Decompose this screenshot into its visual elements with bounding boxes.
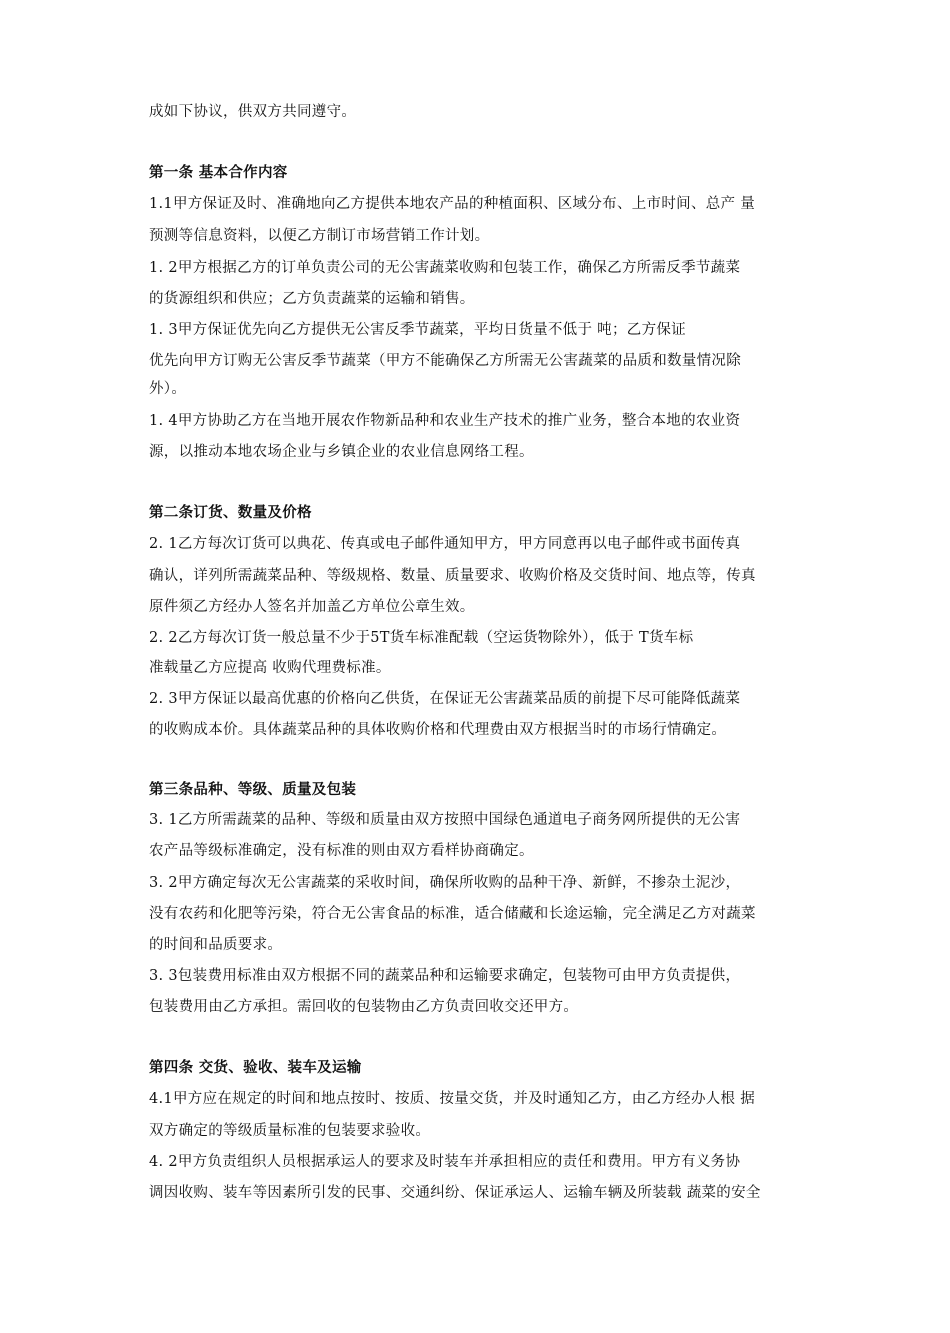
section-1-heading: 第一条 基本合作内容 bbox=[149, 165, 288, 181]
section-2-line: 确认，详列所需蔬菜品种、等级规格、数量、质量要求、收购价格及交货时间、地点等，传真 bbox=[149, 568, 756, 584]
section-2-heading: 第二条订货、数量及价格 bbox=[149, 505, 312, 521]
section-3-line: 包装费用由乙方承担。需回收的包装物由乙方负责回收交还甲方。 bbox=[149, 999, 579, 1015]
section-4-line: 4.1甲方应在规定的时间和地点按时、按质、按量交货，并及时通知乙方，由乙方经办人根 据 bbox=[149, 1091, 756, 1107]
section-1-line: 源，以推动本地农场企业与乡镇企业的农业信息网络工程。 bbox=[149, 444, 534, 460]
section-3-line: 的时间和品质要求。 bbox=[149, 937, 283, 953]
section-1-line: 1. 2甲方根据乙方的订单负责公司的无公害蔬菜收购和包装工作，确保乙方所需反季节蔬菜 bbox=[149, 260, 741, 276]
section-4-line: 4. 2甲方负责组织人员根据承运人的要求及时装车并承担相应的责任和费用。甲方有义务协 bbox=[149, 1154, 741, 1170]
section-3-line: 3. 1乙方所需蔬菜的品种、等级和质量由双方按照中国绿色通道电子商务网所提供的无公害 bbox=[149, 812, 741, 828]
section-4-line: 调因收购、装车等因素所引发的民事、交通纠纷、保证承运人、运输车辆及所装载 蔬菜的安全 bbox=[149, 1185, 761, 1201]
section-1-line: 1.1甲方保证及时、准确地向乙方提供本地农产品的种植面积、区域分布、上市时间、总产 量 bbox=[149, 196, 756, 212]
section-3-heading: 第三条品种、等级、质量及包装 bbox=[149, 782, 357, 798]
section-1-line: 外）。 bbox=[149, 381, 187, 397]
section-1-line: 1. 3甲方保证优先向乙方提供无公害反季节蔬菜，平均日货量不低于 吨；乙方保证 bbox=[149, 322, 686, 338]
section-3-line: 没有农药和化肥等污染，符合无公害食品的标准，适合储藏和长途运输，完全满足乙方对蔬菜 bbox=[149, 906, 756, 922]
section-2-line: 原件须乙方经办人签名并加盖乙方单位公章生效。 bbox=[149, 599, 475, 615]
section-2-line: 准载量乙方应提高 收购代理费标准。 bbox=[149, 660, 391, 676]
section-1-line: 优先向甲方订购无公害反季节蔬菜（甲方不能确保乙方所需无公害蔬菜的品质和数量情况除 bbox=[149, 353, 741, 369]
section-2-line: 2. 3甲方保证以最高优惠的价格向乙供货，在保证无公害蔬菜品质的前提下尽可能降低蔬菜 bbox=[149, 691, 741, 707]
section-2-line: 的收购成本价。具体蔬菜品种的具体收购价格和代理费由双方根据当时的市场行情确定。 bbox=[149, 722, 727, 738]
section-3-line: 3. 2甲方确定每次无公害蔬菜的采收时间，确保所收购的品种干净、新鲜，不掺杂土泥沙， bbox=[149, 875, 741, 891]
section-2-line: 2. 1乙方每次订货可以典花、传真或电子邮件通知甲方，甲方同意再以电子邮件或书面传真 bbox=[149, 536, 741, 552]
section-3-line: 3. 3包装费用标准由双方根据不同的蔬菜品种和运输要求确定，包装物可由甲方负责提供， bbox=[149, 968, 741, 984]
section-1-line: 预测等信息资料，以便乙方制订市场营销工作计划。 bbox=[149, 228, 490, 244]
section-3-line: 农产品等级标准确定，没有标准的则由双方看样协商确定。 bbox=[149, 843, 534, 859]
section-4-heading: 第四条 交货、验收、装车及运输 bbox=[149, 1060, 362, 1076]
section-1-line: 的货源组织和供应；乙方负责蔬菜的运输和销售。 bbox=[149, 291, 475, 307]
section-2-line: 2. 2乙方每次订货一般总量不少于5T货车标准配载（空运货物除外），低于 T货车标 bbox=[149, 630, 694, 646]
intro-line: 成如下协议，供双方共同遵守。 bbox=[149, 104, 357, 120]
section-1-line: 1. 4甲方协助乙方在当地开展农作物新品种和农业生产技术的推广业务，整合本地的农业资 bbox=[149, 413, 741, 429]
section-4-line: 双方确定的等级质量标准的包装要求验收。 bbox=[149, 1123, 431, 1139]
